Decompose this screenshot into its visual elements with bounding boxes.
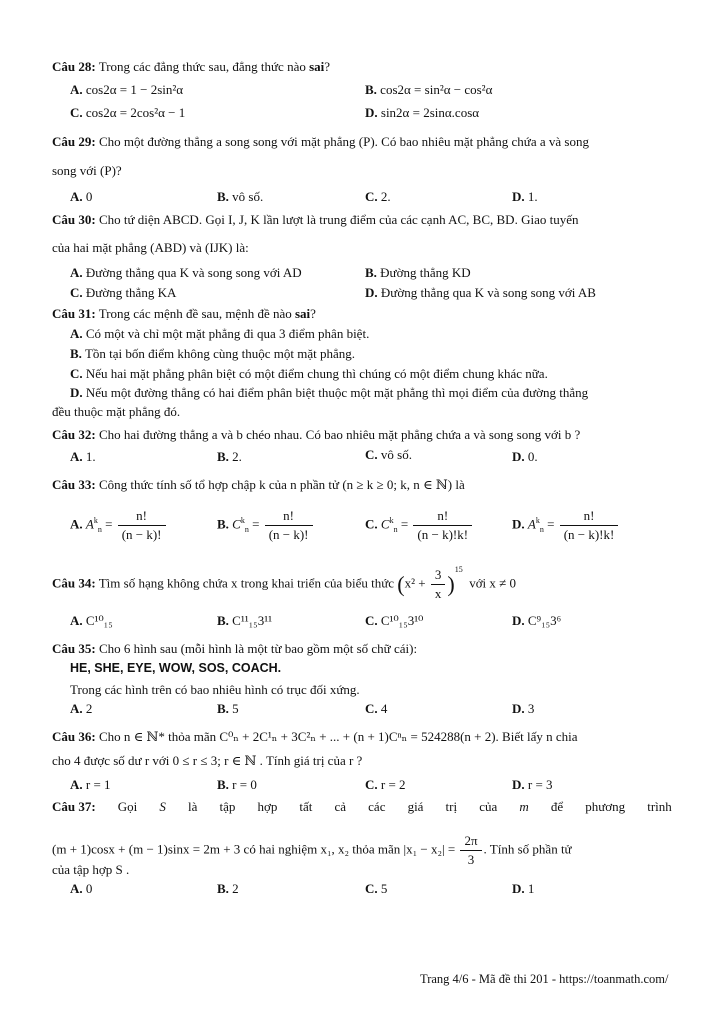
q37-equation: (m + 1)cosx + (m − 1)sinx = 2m + 3 có hai nghiệm x₁, x₂ thỏa mãn |x₁ − x₂| = <box>52 841 456 857</box>
option-label: A. <box>70 701 83 716</box>
q36-option-d <box>512 776 553 794</box>
q31-option-b <box>70 345 355 363</box>
q28-option-a-text: cos2α = 1 − 2sin²α <box>85 82 184 97</box>
fraction-numerator: n! <box>283 508 295 523</box>
paren-close: ) <box>447 571 455 597</box>
question-31-emph: sai <box>295 306 311 321</box>
question-32-text: Cho hai đường thẳng a và b chéo nhau. Có bao nhiêu mặt phẳng chứa a và song song với b ? <box>98 427 581 442</box>
q35-option-a <box>70 700 92 718</box>
question-31-label: Câu 31: <box>52 306 96 321</box>
question-28-stem <box>52 58 672 76</box>
q37-word: để <box>550 799 564 814</box>
question-29-label: Câu 29: <box>52 134 96 149</box>
q30-option-d-text: Đường thẳng qua K và song song với AB <box>380 285 596 300</box>
q37-option-b-text: 2 <box>232 881 239 896</box>
q35-option-b <box>217 700 239 718</box>
fraction-numerator: n! <box>136 508 148 523</box>
q30-option-b <box>365 264 471 282</box>
q33-d-fraction <box>560 507 619 544</box>
option-label: D. <box>70 385 83 400</box>
q29-option-b <box>217 188 263 206</box>
q36-option-b-text: r = 0 <box>232 777 257 792</box>
q34-option-c <box>365 612 423 630</box>
q31-option-d-cont: đều thuộc mặt phẳng đó. <box>52 404 181 419</box>
q32-option-a-text: 1. <box>85 449 96 464</box>
question-35-text: Cho 6 hình sau (mỗi hình là một từ bao gồm một số chữ cái): <box>98 641 418 656</box>
option-label: C. <box>365 447 378 462</box>
q33-option-c: C. $C^k_n$ = $\frac{n!}{(n - k)!k!}$ <box>365 507 474 544</box>
q29-option-b-text: vô số. <box>232 189 264 204</box>
q34-option-d-text: C⁹₁₅3⁶ <box>527 613 562 628</box>
question-30-line2: của hai mặt phẳng (ABD) và (IJK) là: <box>52 240 249 255</box>
q35-option-d-text: 3 <box>527 701 535 716</box>
q34-option-b-text: C¹¹₁₅3¹¹ <box>232 613 272 628</box>
q34-option-b <box>217 612 272 630</box>
option-label: A. <box>70 326 83 341</box>
option-label: A. <box>70 516 83 532</box>
q30-option-c <box>70 284 176 302</box>
q30-option-b-text: Đường thẳng KD <box>380 265 471 280</box>
question-36-line1: Cho n ∈ ℕ* thỏa mãn C⁰ₙ + 2C¹ₙ + 3C²ₙ + ... + (n + 1)Cⁿₙ = 524288(n + 2). Biết lấy n chia <box>98 729 578 744</box>
q37-word: phương <box>585 799 626 814</box>
q33-b-fraction <box>265 507 313 544</box>
option-label: C. <box>365 777 378 792</box>
fraction-numerator: 3 <box>434 567 442 582</box>
q35-option-b-text: 5 <box>232 701 239 716</box>
q37-line2-tail: . Tính số phần tử <box>483 841 572 857</box>
option-label: A. <box>70 777 83 792</box>
option-label: D. <box>512 516 525 532</box>
option-label: C. <box>365 516 378 532</box>
option-label: D. <box>365 285 378 300</box>
question-31-stem <box>52 305 672 323</box>
q33-a-fraction <box>118 507 166 544</box>
question-28-text: Trong các đẳng thức sau, đẳng thức nào <box>98 59 310 74</box>
paren-open: ( <box>397 571 405 597</box>
q34-power: 15 <box>454 565 463 575</box>
page-footer: Trang 4/6 - Mã đề thi 201 - https://toanmath.com/ <box>420 972 669 986</box>
q30-option-a <box>70 264 302 282</box>
option-label: A. <box>70 449 83 464</box>
q28-option-c-text: cos2α = 2cos²α − 1 <box>85 105 186 120</box>
fraction-denominator: (n − k)! <box>265 525 313 544</box>
question-32-label: Câu 32: <box>52 427 96 442</box>
question-37-label: Câu 37: <box>52 799 96 814</box>
q37-option-c <box>365 880 387 898</box>
q29-option-a <box>70 188 92 206</box>
option-label: C. <box>365 881 378 896</box>
option-label: B. <box>217 189 229 204</box>
q35-words <box>70 659 281 677</box>
question-36-line2: cho 4 được số dư r với 0 ≤ r ≤ 3; r ∈ ℕ . Tính giá trị của r ? <box>52 753 363 768</box>
question-34-text: Tìm số hạng không chứa x trong khai triển của biểu thức <box>98 575 395 591</box>
option-label: B. <box>217 613 229 628</box>
q36-option-c <box>365 776 406 794</box>
q31-option-a <box>70 325 369 343</box>
option-label: C. <box>70 105 83 120</box>
q33-c-fraction <box>413 507 472 544</box>
q29-option-d-text: 1. <box>527 189 538 204</box>
option-label: D. <box>512 449 525 464</box>
option-label: C. <box>365 701 378 716</box>
option-label: D. <box>512 881 525 896</box>
q36-option-a-text: r = 1 <box>85 777 111 792</box>
option-label: A. <box>70 613 83 628</box>
q31-option-d <box>70 384 588 402</box>
q32-option-b <box>217 448 242 466</box>
q28-option-d <box>365 104 479 122</box>
q37-option-d <box>512 880 534 898</box>
q30-option-c-text: Đường thẳng KA <box>85 285 177 300</box>
q37-word: cả <box>334 799 347 814</box>
q33-a-symbol: A <box>85 516 94 532</box>
q33-b-symbol: C <box>232 516 241 532</box>
q36-option-a <box>70 776 111 794</box>
q31-option-b-text: Tồn tại bốn điểm không cùng thuộc một mặt phẳng. <box>84 346 356 361</box>
q37-word: trình <box>647 799 672 814</box>
question-32-stem <box>52 426 672 444</box>
option-label: B. <box>217 701 229 716</box>
q29-option-c <box>365 188 391 206</box>
question-31-end: ? <box>310 306 316 321</box>
q29-option-c-text: 2. <box>380 189 391 204</box>
q28-option-a <box>70 81 183 99</box>
q31-option-a-text: Có một và chỉ một mặt phẳng đi qua 3 điểm phân biệt. <box>85 326 370 341</box>
question-31-text: Trong các mệnh đề sau, mệnh đề nào <box>98 306 295 321</box>
question-34-label: Câu 34: <box>52 575 96 591</box>
question-29-line1: Cho một đường thẳng a song song với mặt phẳng (P). Có bao nhiêu mặt phẳng chứa a và song <box>98 134 589 149</box>
question-30-line1: Cho tứ diện ABCD. Gọi I, J, K lần lượt là trung điểm của các cạnh AC, BC, BD. Giao tuyến <box>98 212 579 227</box>
q28-option-b <box>365 81 492 99</box>
question-33-label: Câu 33: <box>52 477 96 492</box>
question-35-label: Câu 35: <box>52 641 96 656</box>
q37-word: là <box>187 799 198 814</box>
question-35-stem <box>52 640 672 658</box>
option-label: D. <box>365 105 378 120</box>
question-28-emph: sai <box>309 59 325 74</box>
option-label: D. <box>512 701 525 716</box>
q37-option-c-text: 5 <box>380 881 388 896</box>
q29-option-d <box>512 188 538 206</box>
fraction-denominator: (n − k)!k! <box>560 525 619 544</box>
question-34-stem <box>52 566 672 603</box>
q34-condition: với x ≠ 0 <box>469 575 517 591</box>
q34-option-d <box>512 612 561 630</box>
q33-option-b: B. $C^k_n$ = $\frac{n!}{(n - k)!}$ <box>217 507 315 544</box>
option-label: D. <box>512 189 525 204</box>
question-33-stem <box>52 476 672 494</box>
q31-option-c <box>70 365 548 383</box>
q35-option-c-text: 4 <box>380 701 388 716</box>
q33-option-d: D. $A^k_n$ = $\frac{n!}{(n - k)!k!}$ <box>512 507 620 544</box>
q35-option-c <box>365 700 387 718</box>
q37-option-a <box>70 880 92 898</box>
option-label: B. <box>365 82 377 97</box>
question-29-line2: song với (P)? <box>52 163 122 178</box>
fraction-numerator: n! <box>583 508 595 523</box>
q32-option-d-text: 0. <box>527 449 538 464</box>
q37-word: m <box>519 799 529 814</box>
q31-option-d-text: Nếu một đường thẳng có hai điểm phân biệt thuộc một mặt phẳng thì mọi điểm của đường thẳng <box>85 385 589 400</box>
option-label: B. <box>217 516 229 532</box>
q33-option-a: A. $A^k_n$ = $\frac{n!}{(n - k)!}$ <box>70 507 168 544</box>
q37-word: S <box>159 799 166 814</box>
option-label: B. <box>217 777 229 792</box>
option-label: D. <box>512 613 525 628</box>
q32-option-c <box>365 446 412 464</box>
option-label: C. <box>365 189 378 204</box>
option-label: A. <box>70 82 83 97</box>
option-label: B. <box>70 346 82 361</box>
q34-option-a-text: C¹⁰₁₅ <box>85 613 113 628</box>
question-30-label: Câu 30: <box>52 212 96 227</box>
q34-expr-fraction <box>431 566 446 603</box>
q28-option-c <box>70 104 185 122</box>
q37-word: hợp <box>257 799 278 814</box>
q37-option-a-text: 0 <box>85 881 93 896</box>
question-37-stem <box>52 798 672 816</box>
option-label: B. <box>217 449 229 464</box>
q32-option-d <box>512 448 538 466</box>
fraction-denominator: 3 <box>460 850 481 869</box>
q32-option-b-text: 2. <box>232 449 242 464</box>
option-label: C. <box>70 366 83 381</box>
question-28-label: Câu 28: <box>52 59 96 74</box>
option-label: A. <box>70 265 83 280</box>
question-30-stem <box>52 211 672 229</box>
q36-option-b <box>217 776 257 794</box>
q33-c-symbol: C <box>380 516 390 532</box>
question-36-label: Câu 36: <box>52 729 96 744</box>
q32-option-a <box>70 448 96 466</box>
q37-word: tập <box>219 799 236 814</box>
q37-word: giá <box>407 799 424 814</box>
q37-option-d-text: 1 <box>527 881 535 896</box>
q37-word: của <box>479 799 498 814</box>
q37-option-b <box>217 880 239 898</box>
q32-option-c-text: vô số. <box>380 447 412 462</box>
q37-word: Gọi <box>117 799 138 814</box>
q30-option-a-text: Đường thẳng qua K và song song với AD <box>85 265 302 280</box>
q36-option-d-text: r = 3 <box>527 777 553 792</box>
q28-option-b-text: cos2α = sin²α − cos²α <box>380 82 493 97</box>
q35-words-text: HE, SHE, EYE, WOW, SOS, COACH. <box>70 661 282 675</box>
question-28-end: ? <box>324 59 331 74</box>
q31-option-c-text: Nếu hai mặt phẳng phân biệt có một điểm chung thì chúng có một điểm chung khác nữa. <box>85 366 548 381</box>
q33-d-symbol: A <box>527 516 536 532</box>
q37-word: các <box>368 799 386 814</box>
option-label: B. <box>365 265 377 280</box>
q30-option-d <box>365 284 596 302</box>
option-label: A. <box>70 189 83 204</box>
question-33-text: Công thức tính số tổ hợp chập k của n phần tử (n ≥ k ≥ 0; k, n ∈ ℕ) là <box>98 477 465 492</box>
option-label: C. <box>365 613 378 628</box>
fraction-numerator: 2π <box>464 833 478 848</box>
q29-option-a-text: 0 <box>85 189 93 204</box>
q34-option-a <box>70 612 113 630</box>
q35-question: Trong các hình trên có bao nhiêu hình có trục đối xứng. <box>70 682 360 697</box>
option-label: A. <box>70 881 83 896</box>
option-label: B. <box>217 881 229 896</box>
q28-option-d-text: sin2α = 2sinα.cosα <box>380 105 480 120</box>
q34-expr-pre: x² + <box>404 575 429 591</box>
option-label: D. <box>512 777 525 792</box>
option-label: C. <box>70 285 83 300</box>
question-29-stem <box>52 133 672 151</box>
q34-option-c-text: C¹⁰₁₅3¹⁰ <box>380 613 424 628</box>
fraction-denominator: x <box>431 584 446 603</box>
fraction-denominator: (n − k)!k! <box>413 525 472 544</box>
question-36-stem <box>52 728 672 746</box>
q35-option-a-text: 2 <box>85 701 93 716</box>
q37-word: tất <box>299 799 313 814</box>
q36-option-c-text: r = 2 <box>380 777 406 792</box>
q37-word: trị <box>445 799 458 814</box>
fraction-denominator: (n − k)! <box>118 525 166 544</box>
q35-option-d <box>512 700 534 718</box>
fraction-numerator: n! <box>437 508 449 523</box>
question-37-line3: của tập hợp S . <box>52 862 130 877</box>
